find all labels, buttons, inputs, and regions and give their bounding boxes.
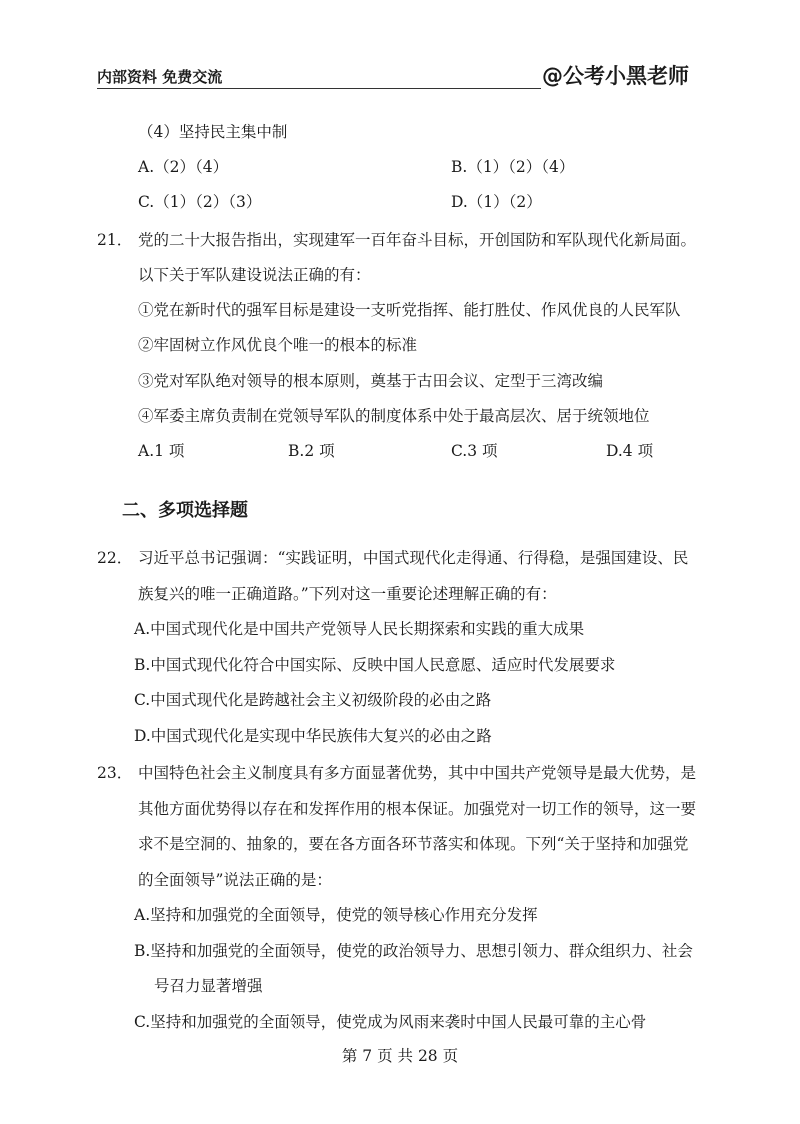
- q20-option-c: C.（1）（2）（3）: [138, 193, 262, 211]
- q22-stem-line-2: 族复兴的唯一正确道路。”下列对这一重要论述理解正确的有：: [138, 585, 557, 603]
- q23-option-a: A.坚持和加强党的全面领导，使党的领导核心作用充分发挥: [134, 906, 538, 924]
- q23-stem-line-2: 其他方面优势得以存在和发挥作用的根本保证。加强党对一切工作的领导，这一要: [138, 800, 697, 818]
- q21-stem-line-1: 党的二十大报告指出，实现建军一百年奋斗目标，开创国防和军队现代化新局面。: [138, 231, 697, 249]
- q21-option-c: C.3 项: [451, 442, 498, 460]
- q23-stem-line-3: 求不是空洞的、抽象的，要在各方面各环节落实和体现。下列“关于坚持和加强党: [138, 835, 689, 853]
- q22-option-a: A.中国式现代化是中国共产党领导人民长期探索和实践的重大成果: [134, 620, 585, 638]
- q22-option-c: C.中国式现代化是跨越社会主义初级阶段的必由之路: [134, 691, 492, 709]
- q23-option-c: C.坚持和加强党的全面领导，使党成为风雨来袭时中国人民最可靠的主心骨: [134, 1013, 647, 1031]
- q21-number: 21．: [97, 231, 133, 249]
- q23-stem-line-4: 的全面领导”说法正确的是：: [138, 871, 332, 889]
- q21-item-1: ①党在新时代的强军目标是建设一支听党指挥、能打胜仗、作风优良的人民军队: [138, 301, 681, 319]
- q22-option-d: D.中国式现代化是实现中华民族伟大复兴的必由之路: [134, 727, 492, 745]
- q21-option-d: D.4 项: [606, 442, 654, 460]
- header-rule: [97, 88, 541, 89]
- header-left-label: 内部资料 免费交流: [97, 68, 223, 86]
- q22-stem-line-1: 习近平总书记强调：“实践证明，中国式现代化走得通、行得稳，是强国建设、民: [138, 549, 689, 567]
- q23-number: 23．: [97, 764, 133, 782]
- q21-stem-line-2: 以下关于军队建设说法正确的有：: [138, 266, 371, 284]
- q23-option-b-line-1: B.坚持和加强党的全面领导，使党的政治领导力、思想引领力、群众组织力、社会: [134, 942, 693, 960]
- q20-option-d: D.（1）（2）: [451, 193, 542, 211]
- header-right-watermark: @公考小黑老师: [542, 64, 689, 88]
- q21-item-3: ③党对军队绝对领导的根本原则，奠基于古田会议、定型于三湾改编: [138, 372, 604, 390]
- q22-option-b: B.中国式现代化符合中国实际、反映中国人民意愿、适应时代发展要求: [134, 656, 616, 674]
- q22-number: 22．: [97, 549, 133, 567]
- q21-item-2: ②牢固树立作风优良个唯一的根本的标准: [138, 336, 418, 354]
- q20-option-a: A.（2）（4）: [138, 158, 229, 176]
- q20-option-b: B.（1）（2）（4）: [451, 158, 575, 176]
- q23-stem-line-1: 中国特色社会主义制度具有多方面显著优势，其中中国共产党领导是最大优势，是: [138, 764, 697, 782]
- section-title: 二、多项选择题: [122, 500, 248, 521]
- q21-option-a: A.1 项: [138, 442, 185, 460]
- q21-option-b: B.2 项: [288, 442, 335, 460]
- q21-item-4: ④军委主席负责制在党领导军队的制度体系中处于最高层次、居于统领地位: [138, 407, 650, 425]
- q20-item-4: （4）坚持民主集中制: [138, 123, 288, 141]
- page-number: 第 7 页 共 28 页: [341, 1047, 459, 1065]
- q23-option-b-line-2: 号召力显著增强: [154, 977, 263, 995]
